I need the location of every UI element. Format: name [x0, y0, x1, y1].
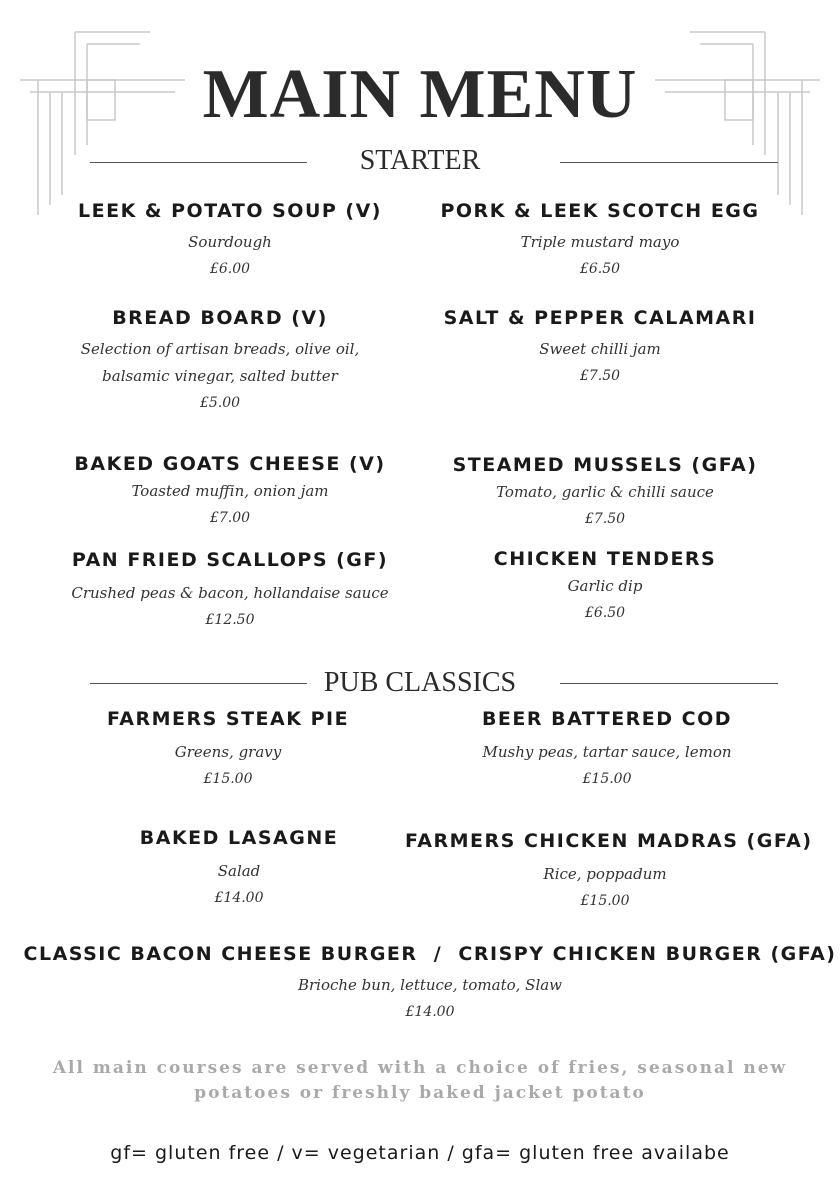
item-price: £6.50 — [579, 261, 621, 277]
item-price: £12.50 — [205, 612, 255, 628]
menu-item — [40, 199, 420, 283]
item-description: Crushed peas & bacon, hollandaise sauce — [71, 584, 389, 602]
item-name: CHICKEN TENDERS — [493, 548, 717, 570]
item-price: £15.00 — [203, 771, 253, 787]
section-title-pub-classics: PUB CLASSICS — [323, 667, 517, 698]
item-price: £7.50 — [584, 511, 626, 527]
item-name: BREAD BOARD (V) — [112, 307, 328, 329]
item-price: £6.00 — [209, 261, 251, 277]
menu-item — [415, 453, 795, 533]
menu-item — [410, 199, 790, 283]
item-name: LEEK & POTATO SOUP (V) — [78, 200, 382, 222]
item-description: Sourdough — [188, 233, 272, 251]
section-title-starter: STARTER — [359, 145, 481, 176]
item-description: Mushy peas, tartar sauce, lemon — [482, 743, 732, 761]
item-price: £7.00 — [209, 510, 251, 526]
item-description: Salad — [217, 862, 261, 880]
item-name: CLASSIC BACON CHEESE BURGER / CRISPY CHICKEN BURGER (GFA) — [23, 943, 837, 965]
item-description: Brioche bun, lettuce, tomato, Slaw — [297, 976, 563, 994]
item-price: £14.00 — [405, 1004, 455, 1020]
item-name: STEAMED MUSSELS (GFA) — [452, 454, 758, 476]
dietary-key: gf= gluten free / v= vegetarian / gfa= gluten free availabe — [110, 1142, 730, 1164]
item-name: BAKED GOATS CHEESE (V) — [74, 453, 386, 475]
menu-item — [40, 548, 420, 634]
menu-item — [38, 707, 418, 793]
item-name: BEER BATTERED COD — [481, 708, 733, 730]
item-name: PORK & LEEK SCOTCH EGG — [440, 200, 760, 222]
menu-item — [415, 547, 795, 627]
item-description: Garlic dip — [567, 577, 643, 595]
menu-item — [40, 452, 420, 532]
item-description: Triple mustard mayo — [520, 233, 680, 251]
menu-item — [49, 826, 429, 912]
menu-title: MAIN MENU — [202, 56, 638, 133]
item-description: Tomato, garlic & chilli sauce — [496, 483, 714, 501]
menu-item — [405, 829, 813, 915]
item-description: Selection of artisan breads, olive oil, balsamic vinegar, salted butter — [80, 340, 360, 385]
menu-item — [50, 306, 390, 417]
item-name: SALT & PEPPER CALAMARI — [443, 307, 757, 329]
menu-item — [20, 942, 840, 1026]
item-name: PAN FRIED SCALLOPS (GF) — [71, 549, 389, 571]
item-price: £7.50 — [579, 368, 621, 384]
menu-item — [410, 306, 790, 390]
menu-item — [417, 707, 797, 793]
item-price: £15.00 — [582, 771, 632, 787]
item-name: BAKED LASAGNE — [139, 827, 339, 849]
item-name: FARMERS CHICKEN MADRAS (GFA) — [405, 830, 813, 852]
item-name: FARMERS STEAK PIE — [106, 708, 350, 730]
item-description: Sweet chilli jam — [539, 340, 661, 358]
item-price: £15.00 — [580, 893, 630, 909]
item-description: Rice, poppadum — [543, 865, 667, 883]
sides-note: All main courses are served with a choice of fries, seasonal new potatoes or freshly baked jacket potato — [52, 1058, 788, 1103]
item-price: £5.00 — [199, 395, 241, 411]
item-description: Toasted muffin, onion jam — [131, 482, 329, 500]
item-price: £6.50 — [584, 605, 626, 621]
item-description: Greens, gravy — [174, 743, 282, 761]
item-price: £14.00 — [214, 890, 264, 906]
